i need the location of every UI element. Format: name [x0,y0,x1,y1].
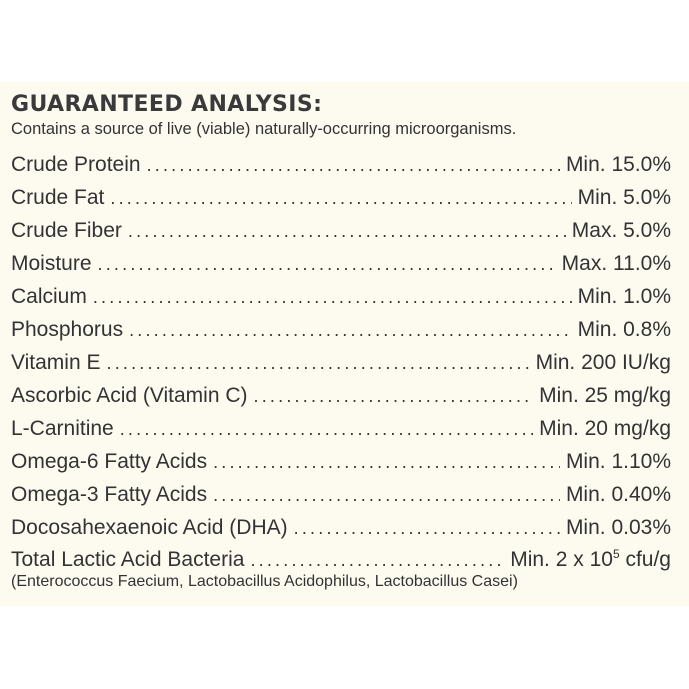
nutrient-value: Min. 200 IU/kg [535,351,671,374]
bacteria-footnote: (Enterococcus Faecium, Lactobacillus Acidophilus, Lactobacillus Casei) [11,573,518,590]
analysis-row [11,511,671,544]
analysis-row [11,313,671,346]
analysis-row [11,478,671,511]
nutrient-name: Calcium [11,285,87,308]
nutrient-name: Total Lactic Acid Bacteria [11,548,245,571]
analysis-subtitle: Contains a source of live (viable) naturally-occurring microorganisms. [11,120,517,138]
dot-leader [250,548,504,573]
dot-leader [110,182,571,215]
guaranteed-analysis-panel [0,82,689,606]
dot-leader [128,215,566,248]
dot-leader [129,314,572,347]
value-prefix: Min. 2 x 10 [510,548,613,571]
analysis-row [11,214,671,247]
nutrient-name: Ascorbic Acid (Vitamin C) [11,384,248,407]
analysis-row [11,148,671,181]
value-suffix: cfu/g [619,548,671,571]
dot-leader [294,512,560,545]
nutrient-name: Omega-3 Fatty Acids [11,483,208,506]
analysis-row [11,346,671,379]
nutrient-name: Moisture [11,252,92,275]
analysis-row [11,445,671,478]
nutrient-value: Min. 1.0% [577,285,671,308]
nutrient-name: Crude Fiber [11,219,122,242]
dot-leader [120,413,533,446]
analysis-title: GUARANTEED ANALYSIS: [11,92,323,117]
nutrient-value: Min. 0.03% [565,516,671,539]
dot-leader [107,347,530,380]
nutrient-name: L-Carnitine [11,417,114,440]
analysis-row [11,412,671,445]
nutrient-value: Min. 1.10% [565,450,671,473]
dot-leader [147,149,560,182]
nutrient-value [504,547,671,572]
nutrient-value: Max. 11.0% [561,252,671,275]
analysis-row [11,247,671,280]
analysis-table [11,148,671,572]
nutrient-name: Crude Fat [11,186,105,209]
nutrient-name: Omega-6 Fatty Acids [11,450,208,473]
nutrient-value: Min. 20 mg/kg [539,417,671,440]
analysis-row [11,181,671,214]
nutrient-value: Min. 25 mg/kg [539,384,671,407]
dot-leader [213,446,560,479]
nutrient-value: Min. 5.0% [577,186,671,209]
nutrient-name: Phosphorus [11,318,124,341]
analysis-row [11,379,671,412]
nutrient-name: Docosahexaenoic Acid (DHA) [11,516,288,539]
nutrient-name: Crude Protein [11,153,141,176]
dot-leader [254,380,534,413]
dot-leader [213,479,560,512]
value-exponent: 5 [612,547,620,561]
analysis-row-bacteria [11,547,671,572]
analysis-row [11,280,671,313]
dot-leader [98,248,556,281]
nutrient-value: Min. 0.40% [565,483,671,506]
nutrient-value: Max. 5.0% [571,219,671,242]
dot-leader [93,281,572,314]
nutrient-value: Min. 15.0% [565,153,671,176]
nutrient-value: Min. 0.8% [577,318,671,341]
nutrient-name: Vitamin E [11,351,101,374]
